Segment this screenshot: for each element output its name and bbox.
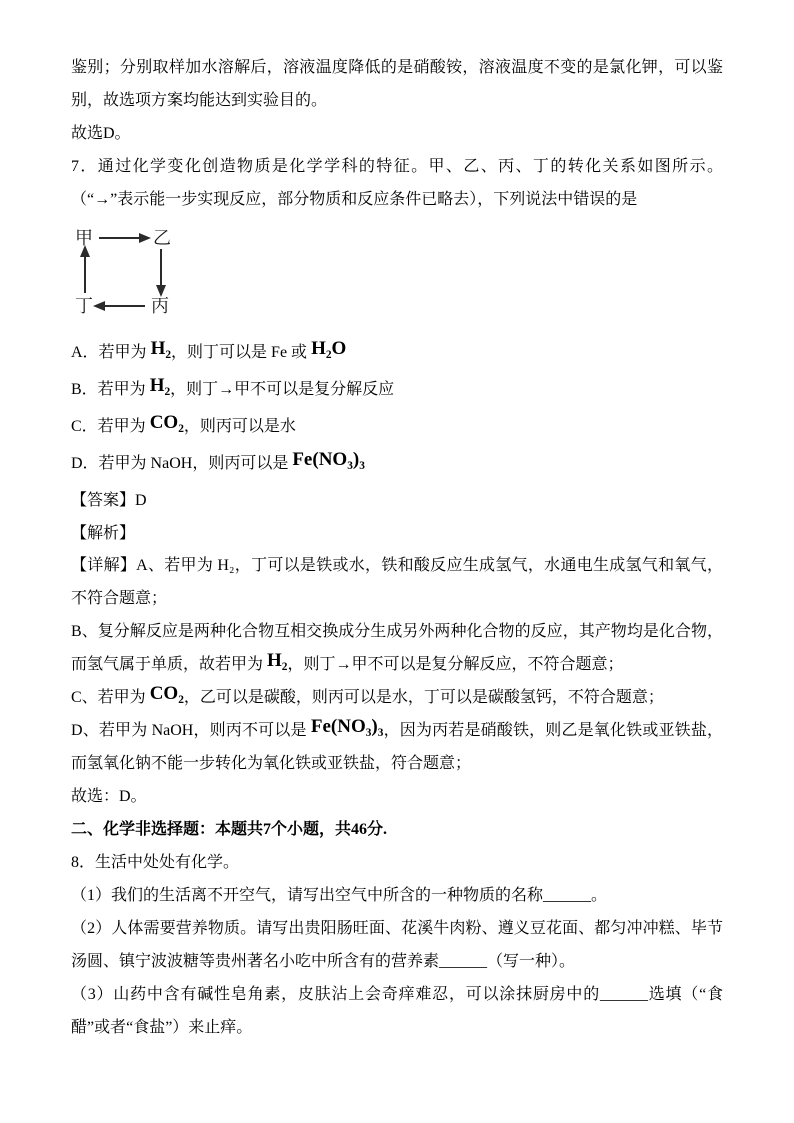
option-a-text-1: A．若甲为 [71,343,151,361]
option-a-text-2: ，则丁可以是 Fe 或 [171,343,312,361]
option-c [71,411,723,444]
detail-b [71,616,723,682]
chem-formula-co2: CO₂ [149,411,184,433]
option-b-text-2: ，则丁→甲不可以是复分解反应 [170,380,395,398]
option-c-text-1: C．若甲为 [71,417,150,435]
question-7-stem: 7．通过化学变化创造物质是化学学科的特征。甲、乙、丙、丁的转化关系如图所示。（“→”表示能一步实现反应，部分物质和反应条件已略去），下列说法中错误的是 [71,157,723,208]
chem-formula-h2: H₂ [149,374,171,396]
diagram-label-bing: 丙 [151,295,169,316]
question-8-stem: 8．生活中处处有化学。 [71,854,240,872]
option-b [71,374,723,407]
diagram-arrows [73,225,223,323]
chem-formula-co2: CO₂ [149,683,184,705]
option-c-text-2: ，则丙可以是水 [183,417,296,435]
diagram-label-yi: 乙 [153,227,171,248]
detail-c-text-2: ，乙可以是碳酸，则丙可以是水，丁可以是碳酸氢钙，不符合题意； [183,689,664,707]
detail-c [71,682,723,715]
option-a [71,337,723,370]
detail-d [71,715,723,781]
chem-formula-h2: H₂ [267,650,288,672]
section-2-heading: 二、化学非选择题：本题共7个小题，共46分. [71,821,388,839]
diagram-label-jia: 甲 [75,227,93,248]
detail-a: 【详解】A、若甲为 H₂，丁可以是铁或水，铁和酸反应生成氢气，水通电生成氢气和氧气，不符合题意； [71,557,723,608]
prev-answer-conclusion: 故选D。 [71,124,131,142]
chem-formula-h2o: H₂O [311,337,347,359]
detail-b-text-1: B、复分解反应是两种化合物互相交换成分生成另外两种化合物的反应，其产物均是化合物，而氢气属于单质，故若甲为 [71,623,723,674]
option-b-text-1: B．若甲为 [71,380,150,398]
transformation-diagram [73,225,223,323]
option-d [71,448,723,481]
detail-c-text-1: C、若甲为 [71,689,150,707]
detail-conclusion: 故选：D。 [71,788,147,806]
detail-d-text-1: D、若甲为 NaOH，则丙不可以是 [71,722,311,740]
question-8-part-1: （1）我们的生活离不开空气，请写出空气中所含的一种物质的名称______。 [71,887,608,905]
detail-d-text-2: ，因为丙若是硝酸铁，则乙是氧化铁或亚铁盐，而氢氧化钠不能一步转化为氧化铁或亚铁盐，符合题意； [71,722,723,773]
option-d-text-1: D．若甲为 NaOH，则丙可以是 [71,454,293,472]
answer-line: 【答案】D [71,491,147,509]
analysis-label: 【解析】 [71,524,136,542]
chem-formula-fe-no3-3: Fe(NO₃)₃ [310,716,384,738]
chem-formula-h2: H₂ [150,337,172,359]
question-8-part-2: （2）人体需要营养物质。请写出贵阳肠旺面、花溪牛肉粉、遵义豆花面、都匀冲冲糕、毕节汤圆、镇宁波波糖等贵州著名小吃中所含有的营养素______（写一种）。 [71,919,723,970]
chem-formula-fe-no3-3: Fe(NO₃)₃ [292,448,365,470]
prev-answer-tail-paragraph: 鉴别；分别取样加水溶解后，溶液温度降低的是硝酸铵，溶液温度不变的是氯化钾，可以鉴别，故选项方案均能达到实验目的。 [71,59,723,109]
diagram-label-ding: 丁 [75,295,93,316]
detail-b-text-2: ，则丁→甲不可以是复分解反应，不符合题意； [287,656,624,674]
question-8-part-3: （3）山药中含有碱性皂角素，皮肤沾上会奇痒难忍，可以涂抹厨房中的______选填（“食醋”或者“食盐”）来止痒。 [71,985,723,1036]
